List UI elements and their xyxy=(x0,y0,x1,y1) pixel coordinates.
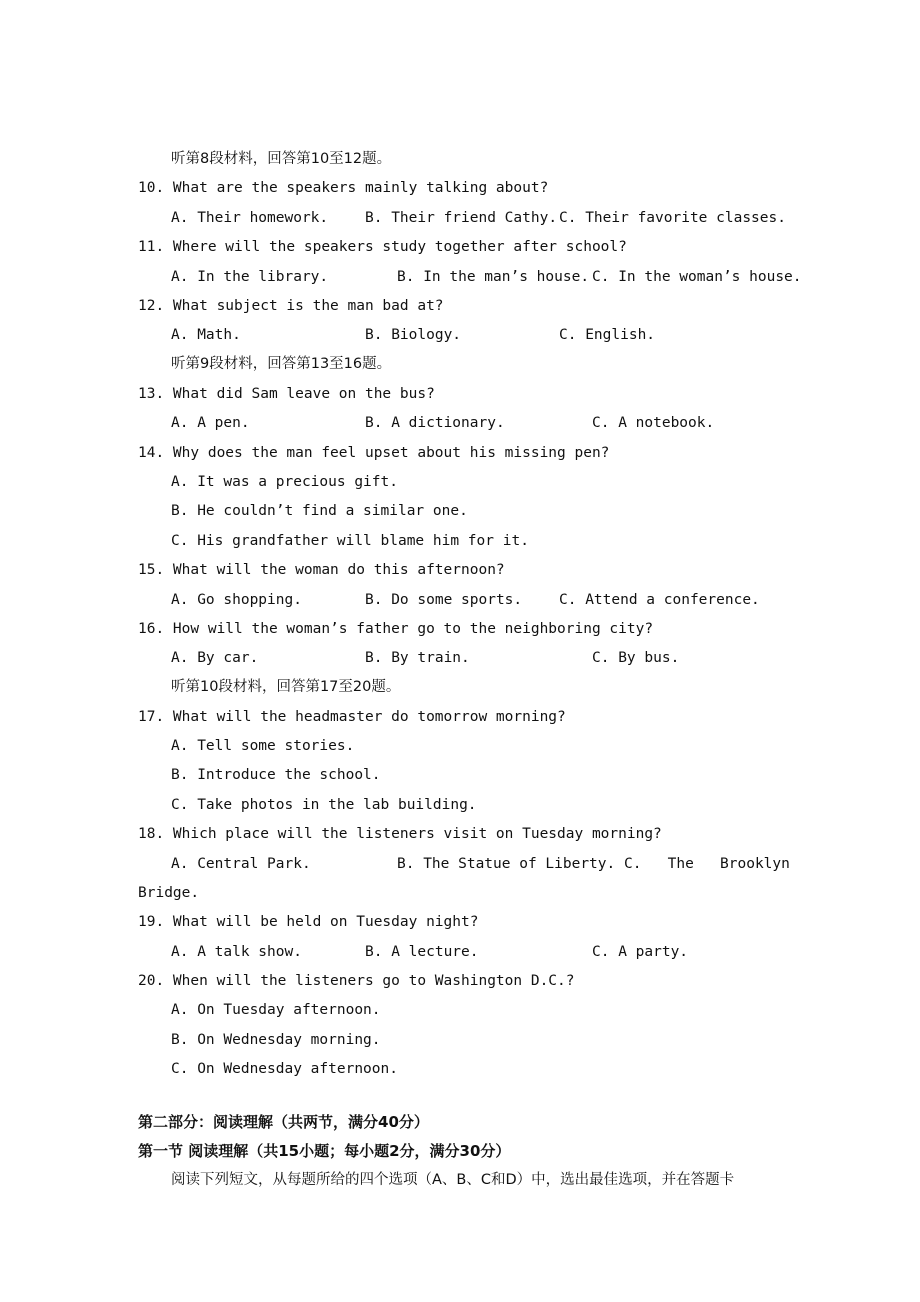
option-c: C. A notebook. xyxy=(592,415,715,431)
option-a: A. In the library. xyxy=(171,269,329,285)
option-a: A. A pen. xyxy=(171,415,250,431)
options-18 xyxy=(138,854,790,954)
question-17: 17. What will the headmaster do tomorrow morning? xyxy=(138,709,566,725)
option-b: B. Biology. xyxy=(365,327,462,343)
question-14: 14. Why does the man feel upset about his missing pen? xyxy=(138,445,610,461)
option-b: B. Their friend Cathy. xyxy=(365,210,558,226)
option-a: A. Tell some stories. xyxy=(171,738,355,754)
option-a: A. On Tuesday afternoon. xyxy=(171,1002,381,1018)
option-a: A. Their homework. xyxy=(171,210,329,226)
question-20: 20. When will the listeners go to Washington D.C.? xyxy=(138,973,575,989)
option-a: A. Central Park. xyxy=(171,856,311,872)
option-c: C. His grandfather will blame him for it. xyxy=(171,533,529,549)
option-c: C. Their favorite classes. xyxy=(559,210,786,226)
option-b: B. He couldn’t find a similar one. xyxy=(171,503,468,519)
option-a: A. Math. xyxy=(171,327,241,343)
section1-title: 第一节 阅读理解（共15小题；每小题2分，满分30分） xyxy=(138,1142,511,1160)
option-c: C. The Brooklyn xyxy=(624,856,790,872)
option-b: B. A dictionary. xyxy=(365,415,505,431)
question-15: 15. What will the woman do this afternoon? xyxy=(138,562,505,578)
option-c: C. Attend a conference. xyxy=(559,592,760,608)
option-c: C. English. xyxy=(559,327,656,343)
option-b: B. By train. xyxy=(365,650,470,666)
option-c: C. In the woman’s house. xyxy=(592,269,802,285)
question-18: 18. Which place will the listeners visit on Tuesday morning? xyxy=(138,826,662,842)
question-11: 11. Where will the speakers study together after school? xyxy=(138,239,627,255)
option-b: B. In the man’s house. xyxy=(397,269,590,285)
option-b: B. The Statue of Liberty. xyxy=(397,856,616,872)
question-12: 12. What subject is the man bad at? xyxy=(138,298,444,314)
option-c-continuation: Bridge. xyxy=(138,885,200,901)
option-b: B. Do some sports. xyxy=(365,592,523,608)
option-c: C. By bus. xyxy=(592,650,680,666)
question-10: 10. What are the speakers mainly talking about? xyxy=(138,180,549,196)
option-a: A. Go shopping. xyxy=(171,592,302,608)
option-b: B. A lecture. xyxy=(365,944,479,960)
section-heading-10: 听第10段材料，回答第17至20题。 xyxy=(171,679,401,695)
option-c: C. A party. xyxy=(592,944,689,960)
option-b: B. On Wednesday morning. xyxy=(171,1032,381,1048)
option-a: A. A talk show. xyxy=(171,944,302,960)
section-heading-9: 听第9段材料，回答第13至16题。 xyxy=(171,356,392,372)
section-heading-8: 听第8段材料，回答第10至12题。 xyxy=(171,151,392,167)
question-16: 16. How will the woman’s father go to the neighboring city? xyxy=(138,621,654,637)
option-c: C. Take photos in the lab building. xyxy=(171,797,477,813)
question-13: 13. What did Sam leave on the bus? xyxy=(138,386,435,402)
options-12 xyxy=(138,325,784,425)
options-16 xyxy=(138,648,784,748)
question-19: 19. What will be held on Tuesday night? xyxy=(138,914,479,930)
option-a: A. It was a precious gift. xyxy=(171,474,398,490)
options-13 xyxy=(138,413,784,513)
reading-instruction: 阅读下列短文，从每题所给的四个选项（A、B、C和D）中，选出最佳选项，并在答题卡 xyxy=(171,1172,735,1188)
option-b: B. Introduce the school. xyxy=(171,767,381,783)
part2-title: 第二部分：阅读理解（共两节，满分40分） xyxy=(138,1113,429,1131)
option-a: A. By car. xyxy=(171,650,259,666)
option-c: C. On Wednesday afternoon. xyxy=(171,1061,398,1077)
options-19 xyxy=(138,942,784,1042)
